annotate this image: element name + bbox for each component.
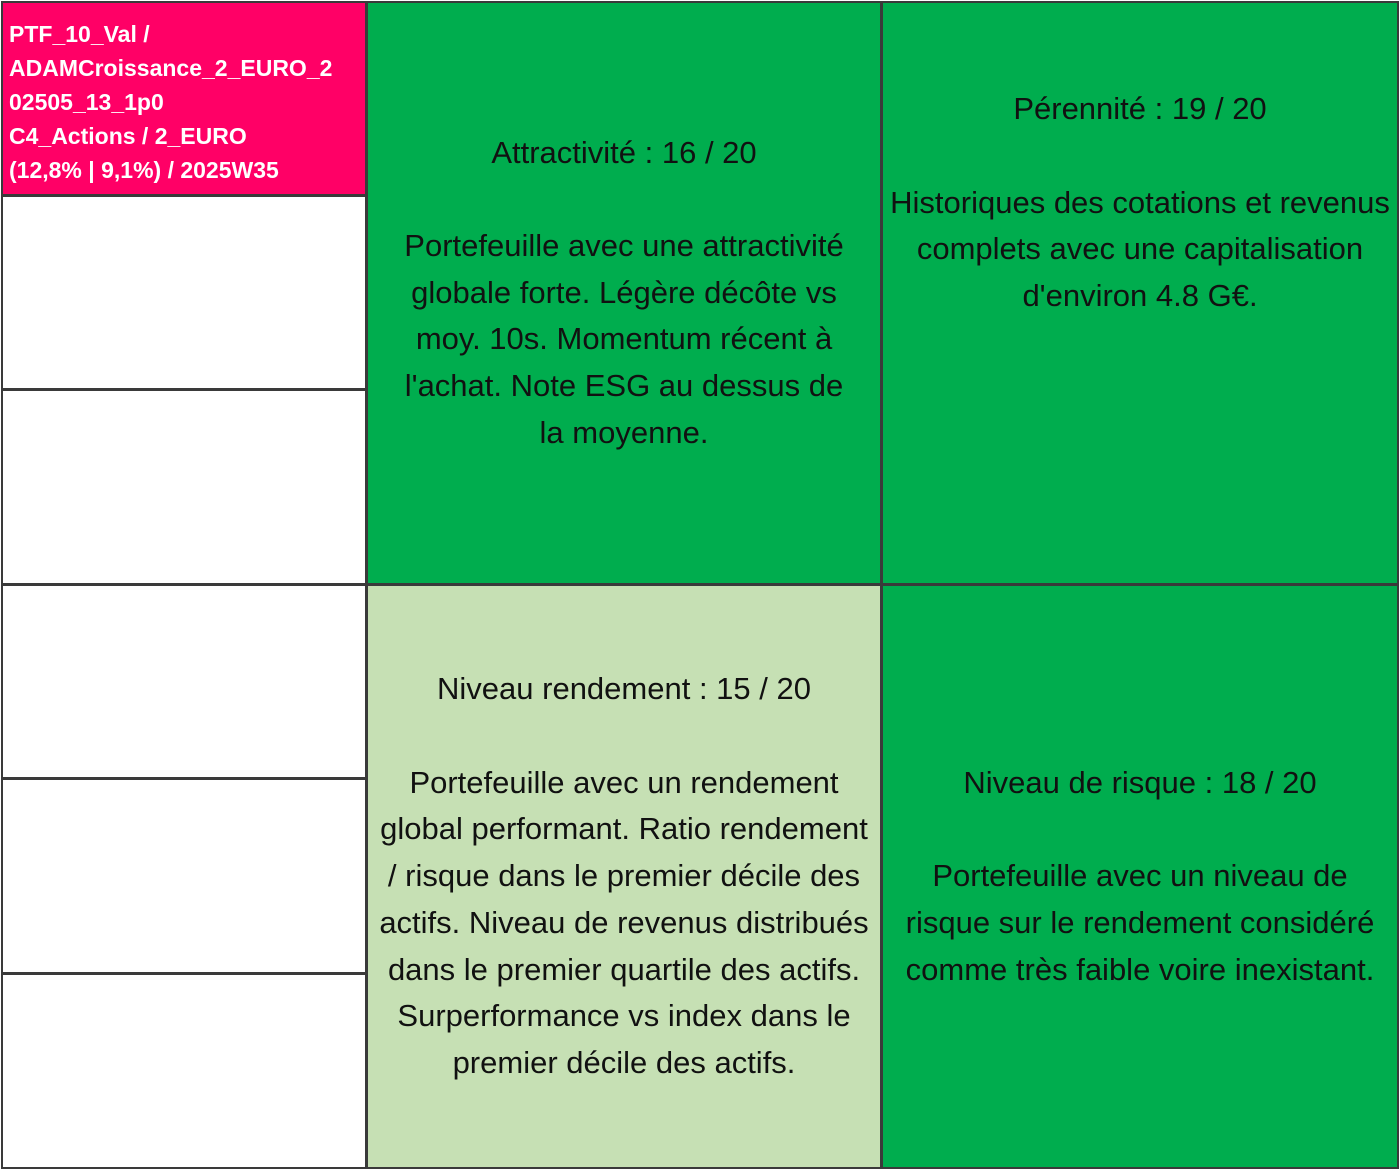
attractivite-title: Attractivité : 16 / 20	[491, 134, 757, 170]
perennite-description: Historiques des cotations et revenus complets avec une capitalisation d'environ 4.8 G€.	[890, 184, 1390, 314]
empty-cell	[1, 584, 367, 779]
empty-cell	[1, 973, 367, 1169]
risque-description: Portefeuille avec un niveau de risque sur le rendement considéré comme très faible voire inexistant.	[905, 858, 1375, 987]
attractivite-description: Portefeuille avec une attractivité globale forte. Légère décôte vs moy. 10s. Momentum récent à l'achat. Note ESG au dessus de la moyenne.	[404, 227, 844, 450]
portfolio-header-line: 02505_13_1p0	[9, 89, 164, 115]
perennite-title: Pérennité : 19 / 20	[1013, 91, 1267, 127]
empty-cell	[1, 389, 367, 585]
rendement-title: Niveau rendement : 15 / 20	[437, 671, 811, 707]
risque-title: Niveau de risque : 18 / 20	[963, 764, 1317, 800]
portfolio-header	[1, 1, 367, 196]
perennite-card	[881, 1, 1399, 585]
empty-cell	[1, 778, 367, 974]
rendement-card	[366, 584, 882, 1169]
portfolio-header-line: C4_Actions / 2_EURO	[9, 123, 247, 149]
risque-card	[881, 584, 1399, 1169]
portfolio-header-line: PTF_10_Val /	[9, 21, 150, 47]
portfolio-header-line: ADAMCroissance_2_EURO_2	[9, 55, 333, 81]
rendement-description: Portefeuille avec un rendement global performant. Ratio rendement / risque dans le premier décile des actifs. Niveau de revenus distribués dans le premier quartile des actifs. Surperformance vs index dans le premier décile des actifs.	[379, 764, 869, 1080]
portfolio-header-line: (12,8% | 9,1%) / 2025W35	[9, 157, 279, 183]
attractivite-card	[366, 1, 882, 585]
empty-cell	[1, 195, 367, 390]
